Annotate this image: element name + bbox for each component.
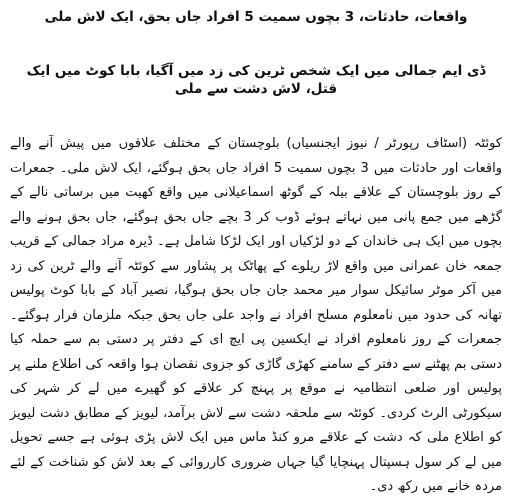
article-paragraph: کوئٹہ (اسٹاف رپورٹر / نیوز ایجنسیاں) بلوچستان کے مختلف علاقوں میں پیش آنے والے واقعات اور حادثات میں 3 بچوں سمیت 5 افراد جاں بحق ہوگئے، ایک لاش ملی۔ جمعرات کے روز بلوچستان کے علاقے بیلہ کے گوٹھ اسماعیلانی میں واقع کھیت میں برساتی نالے کے گڑھے میں جمع پانی میں نہاتے ہوئے ڈوب کر 3 بچے جاں بحق ہوگئے، جاں بحق ہونے والے بچوں میں ایک ہی خاندان کے دو لڑکیاں اور ایک لڑکا شامل ہے۔ ڈیرہ مراد جمالی کے قریب جمعہ خان عمرانی میں واقع لاڑ ریلوے کے پھاٹک پر پشاور سے کوئٹہ آنے والے ٹرین کی زد میں آکر موٹر سائیکل سوار میر محمد جان جاں بحق ہوگیا، نصیر آباد کے بابا کوٹ پولیس تھانہ کی حدود میں نامعلوم مسلح افراد نے واجد علی جاں بحق جبکہ ملزمان فرار ہوگئے۔ جمعرات کے روز نامعلوم افراد نے ایکسین پی ایچ ای کے دفتر پر دستی بم سے حملہ کیا دستی بم پھٹنے سے دفتر کے سامنے کھڑی گاڑی کو جزوی نقصان ہوا واقعہ کی اطلاع ملنے پر پولیس اور ضلعی انتظامیہ نے موقع پر پہنچ کر علاقے کو گھیرے میں لے کر شہر کی سیکورٹی الرٹ کردی۔ کوئٹہ سے ملحقہ دشت سے لاش برآمد، لیویز کے مطابق دشت لیویز کو اطلاع ملی کہ دشت کے علاقے مرو کنڈ ماس میں ایک لاش پڑی ہوئی ہے جسے تحویل میں لے کر سول ہسپتال پہنچایا گیا جہاں ضروری کارروائی کے بعد لاش کو شناخت کے لئے مردہ خانے میں رکھ دی۔ — [10, 136, 502, 494]
headline-secondary: ڈی ایم جمالی میں ایک شخص ٹرین کی زد میں آگیا، بابا کوٹ میں ایک قتل، لاش دشت سے ملی — [26, 63, 486, 97]
headline-primary: واقعات، حادثات، 3 بچوں سمیت 5 افراد جاں بحق، ایک لاش ملی — [44, 9, 468, 25]
article-body — [10, 132, 502, 500]
